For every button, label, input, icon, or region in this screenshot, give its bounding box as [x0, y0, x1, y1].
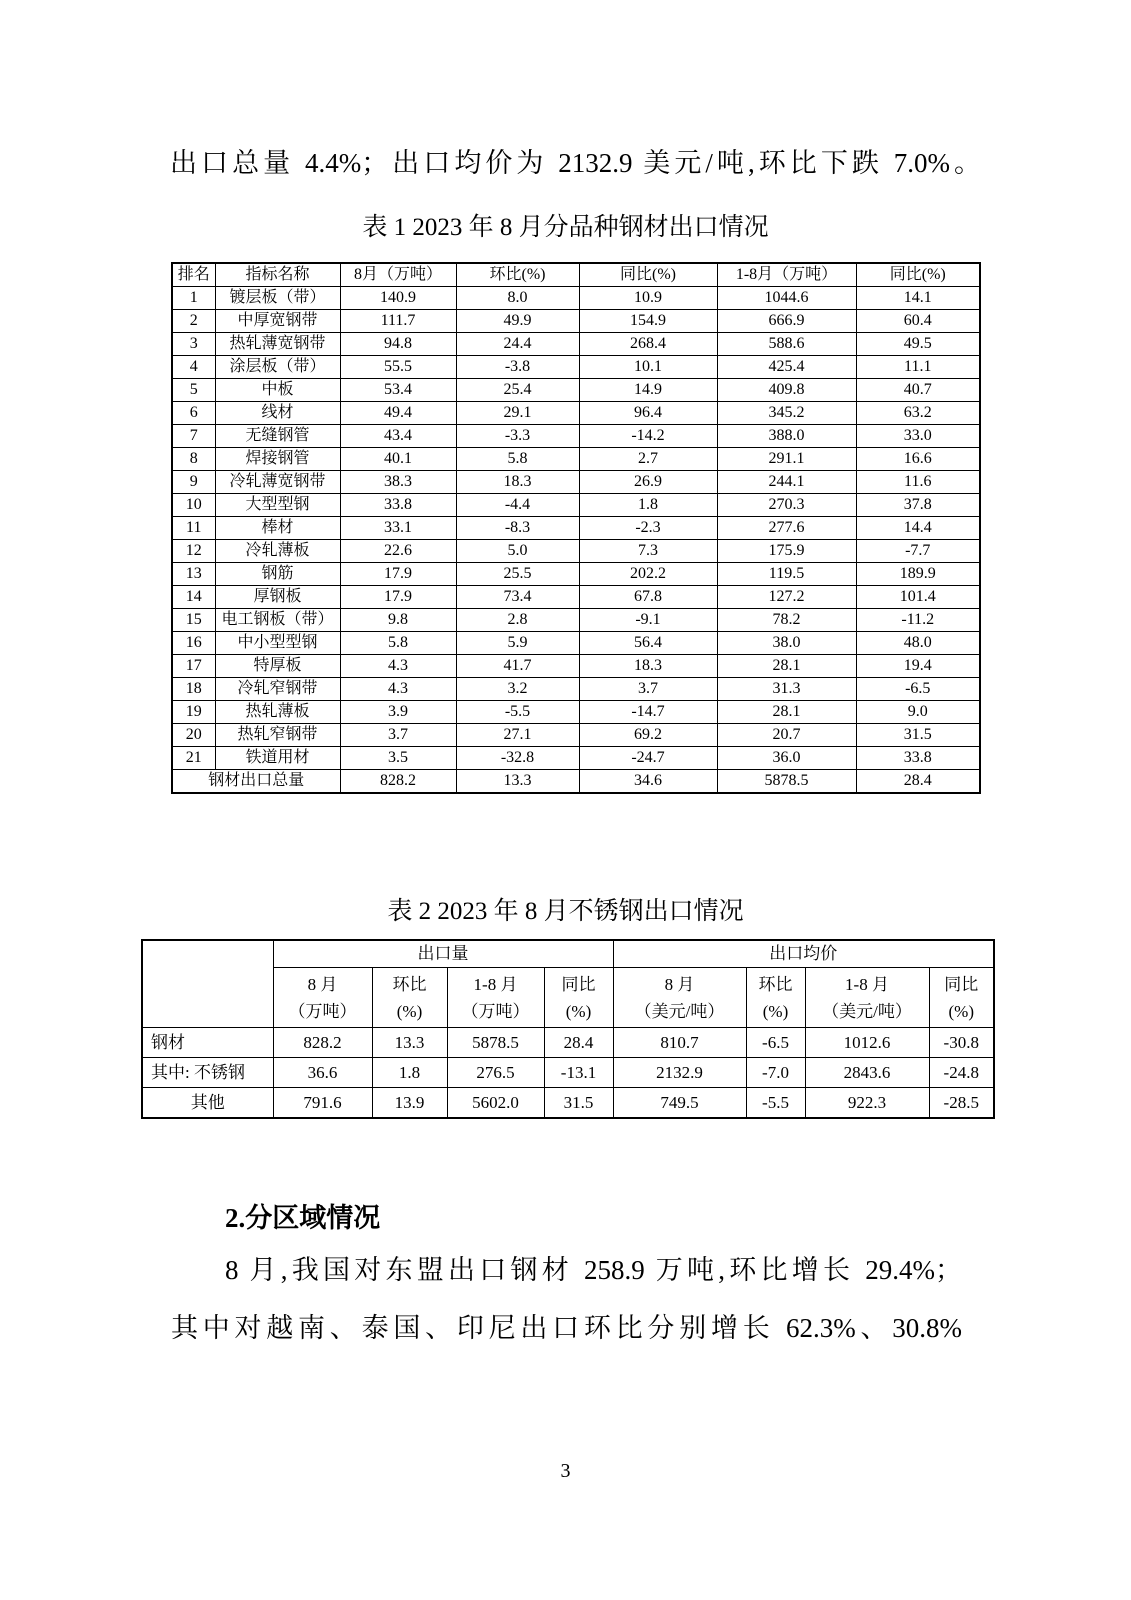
table1-value-cell: 25.4 [456, 379, 579, 402]
table1-total-label-cell: 钢材出口总量 [172, 770, 340, 794]
table2-value-cell: 2132.9 [613, 1058, 746, 1088]
table1-product-name-cell: 厚钢板 [215, 586, 340, 609]
table2-value-cell: 13.3 [372, 1028, 447, 1058]
table1-value-cell: 28.1 [717, 655, 856, 678]
table1-value-cell: 26.9 [579, 471, 717, 494]
table1-value-cell: 49.5 [856, 333, 980, 356]
table2-value-cell: 28.4 [544, 1028, 613, 1058]
table2-value-cell: -13.1 [544, 1058, 613, 1088]
table1-value-cell: 38.0 [717, 632, 856, 655]
table1-value-cell: 37.8 [856, 494, 980, 517]
table1-value-cell: 22.6 [340, 540, 456, 563]
table2-value-cell: 810.7 [613, 1028, 746, 1058]
table1-value-cell: 49.9 [456, 310, 579, 333]
table1-value-cell: 3.2 [456, 678, 579, 701]
table1-product-name-cell: 热轧薄板 [215, 701, 340, 724]
table2-row [142, 1058, 994, 1088]
table2-stainless-steel-exports [141, 939, 995, 1119]
paragraph-line-2: 其中对越南、泰国、印尼出口环比分别增长 62.3%、30.8% [171, 1313, 962, 1343]
table1-rank-cell: 17 [172, 655, 215, 678]
table2-value-cell: -30.8 [929, 1028, 994, 1058]
table2-value-cell: -28.5 [929, 1088, 994, 1119]
table1-value-cell: 48.0 [856, 632, 980, 655]
table2-sub-header-line1: 环比 [392, 974, 427, 994]
table1-value-cell: 2.8 [456, 609, 579, 632]
table1-value-cell: 63.2 [856, 402, 980, 425]
table1-value-cell: 7.3 [579, 540, 717, 563]
table1-value-cell: 268.4 [579, 333, 717, 356]
table1-header [172, 263, 980, 287]
table2-value-cell: 5602.0 [447, 1088, 544, 1119]
table2-row-label-cell: 其他 [142, 1088, 273, 1119]
table1-rank-cell: 21 [172, 747, 215, 770]
table1-value-cell: 119.5 [717, 563, 856, 586]
table1-value-cell: -8.3 [456, 517, 579, 540]
table1-value-cell: 40.7 [856, 379, 980, 402]
table2-value-cell: -5.5 [746, 1088, 805, 1119]
table1-value-cell: 5.9 [456, 632, 579, 655]
paragraph-line-1: 8 月,我国对东盟出口钢材 258.9 万吨,环比增长 29.4%； [225, 1255, 962, 1285]
table2-value-cell: 828.2 [273, 1028, 372, 1058]
table2-group-header: 出口量 [273, 940, 613, 968]
table1-value-cell: 36.0 [717, 747, 856, 770]
table1-column-header: 同比(%) [579, 263, 717, 287]
table1-value-cell: -4.4 [456, 494, 579, 517]
table1-value-cell: 17.9 [340, 586, 456, 609]
table1-rank-cell: 15 [172, 609, 215, 632]
table1-value-cell: -2.3 [579, 517, 717, 540]
table1-value-cell: 14.9 [579, 379, 717, 402]
table1-value-cell: 28.1 [717, 701, 856, 724]
table1-rank-cell: 14 [172, 586, 215, 609]
table2-value-cell: 1.8 [372, 1058, 447, 1088]
table1-rank-cell: 16 [172, 632, 215, 655]
table1-row [172, 356, 980, 379]
table1-rank-cell: 9 [172, 471, 215, 494]
table1-rank-cell: 10 [172, 494, 215, 517]
table2-row-label-cell: 其中: 不锈钢 [142, 1058, 273, 1088]
table2-sub-header [544, 968, 613, 1028]
table1-rank-cell: 12 [172, 540, 215, 563]
table1-column-header: 排名 [172, 263, 215, 287]
table2-sub-header [447, 968, 544, 1028]
table2-sub-header-line1: 8 月 [307, 974, 338, 994]
table1-value-cell: 2.7 [579, 448, 717, 471]
table1-rank-cell: 3 [172, 333, 215, 356]
table2-sub-header-line2: (%) [565, 1001, 592, 1021]
table1-product-name-cell: 特厚板 [215, 655, 340, 678]
table2-sub-header-line1: 同比 [944, 974, 979, 994]
table1-product-name-cell: 涂层板（带） [215, 356, 340, 379]
table2-sub-header [805, 968, 929, 1028]
table1-value-cell: 202.2 [579, 563, 717, 586]
table1-value-cell: 244.1 [717, 471, 856, 494]
table2-row [142, 1028, 994, 1058]
table1-value-cell: 31.3 [717, 678, 856, 701]
table1-rank-cell: 8 [172, 448, 215, 471]
table1-product-name-cell: 中厚宽钢带 [215, 310, 340, 333]
table2-sub-header-line1: 同比 [561, 974, 596, 994]
table1-rank-cell: 13 [172, 563, 215, 586]
table1-product-name-cell: 冷轧薄宽钢带 [215, 471, 340, 494]
table2-sub-header-line2: (%) [948, 1001, 974, 1021]
table1-value-cell: 101.4 [856, 586, 980, 609]
table1-value-cell: 38.3 [340, 471, 456, 494]
table1-row [172, 747, 980, 770]
table1-total-row [172, 770, 980, 794]
table1-value-cell: 5.8 [340, 632, 456, 655]
table2-title: 表 2 2023 年 8 月不锈钢出口情况 [387, 898, 744, 925]
table2-value-cell: 1012.6 [805, 1028, 929, 1058]
table1-rank-cell: 1 [172, 287, 215, 310]
table1-value-cell: 55.5 [340, 356, 456, 379]
table1-row [172, 586, 980, 609]
table1-header-row [172, 263, 980, 287]
table1-row [172, 494, 980, 517]
table1-value-cell: 291.1 [717, 448, 856, 471]
table1-row [172, 632, 980, 655]
table1-value-cell: 588.6 [717, 333, 856, 356]
table1-total-value-cell: 34.6 [579, 770, 717, 794]
table2-value-cell: 791.6 [273, 1088, 372, 1119]
table1-total-value-cell: 13.3 [456, 770, 579, 794]
table2-sub-header-line1: 环比 [758, 974, 793, 994]
table1-row [172, 448, 980, 471]
table1-value-cell: 14.4 [856, 517, 980, 540]
table1-rank-cell: 6 [172, 402, 215, 425]
table2-value-cell: 36.6 [273, 1058, 372, 1088]
table1-product-name-cell: 无缝钢管 [215, 425, 340, 448]
table1-value-cell: 3.7 [579, 678, 717, 701]
table2-sub-header-line1: 1-8 月 [473, 974, 518, 994]
table1-value-cell: 33.8 [340, 494, 456, 517]
table1-value-cell: 3.9 [340, 701, 456, 724]
table1-value-cell: 18.3 [456, 471, 579, 494]
table1-row [172, 609, 980, 632]
table1-rank-cell: 11 [172, 517, 215, 540]
table1-row [172, 563, 980, 586]
table2-row [142, 1088, 994, 1119]
table1-product-name-cell: 线材 [215, 402, 340, 425]
table1-row [172, 724, 980, 747]
table1-row [172, 701, 980, 724]
table2-value-cell: 13.9 [372, 1088, 447, 1119]
table2-sub-header-line2: （美元/吨） [822, 1001, 912, 1021]
table1-value-cell: 127.2 [717, 586, 856, 609]
table1-value-cell: -6.5 [856, 678, 980, 701]
table1-steel-exports-by-product [171, 262, 981, 794]
section-heading: 2.分区域情况 [225, 1203, 381, 1233]
table2-sub-header-line2: （万吨） [461, 1001, 530, 1021]
table1-value-cell: 1044.6 [717, 287, 856, 310]
table2-value-cell: -6.5 [746, 1028, 805, 1058]
table1-rank-cell: 19 [172, 701, 215, 724]
table1-product-name-cell: 冷轧薄板 [215, 540, 340, 563]
table1-value-cell: 19.4 [856, 655, 980, 678]
table1-column-header: 指标名称 [215, 263, 340, 287]
table1-total-value-cell: 28.4 [856, 770, 980, 794]
table1-value-cell: 24.4 [456, 333, 579, 356]
table1-product-name-cell: 中小型型钢 [215, 632, 340, 655]
table1-value-cell: 73.4 [456, 586, 579, 609]
table1-value-cell: 16.6 [856, 448, 980, 471]
table1-value-cell: 40.1 [340, 448, 456, 471]
table1-value-cell: -11.2 [856, 609, 980, 632]
table2-sub-header-line2: （万吨） [288, 1001, 357, 1021]
table2-sub-header-line2: (%) [396, 1001, 423, 1021]
table1-value-cell: 409.8 [717, 379, 856, 402]
table1-value-cell: 345.2 [717, 402, 856, 425]
table1-rank-cell: 5 [172, 379, 215, 402]
table1-product-name-cell: 铁道用材 [215, 747, 340, 770]
table1-value-cell: 31.5 [856, 724, 980, 747]
table1-rank-cell: 7 [172, 425, 215, 448]
table1-value-cell: 67.8 [579, 586, 717, 609]
table2-sub-header [273, 968, 372, 1028]
page-number: 3 [560, 1460, 571, 1482]
table1-value-cell: 154.9 [579, 310, 717, 333]
table1-value-cell: 94.8 [340, 333, 456, 356]
table1-value-cell: 11.1 [856, 356, 980, 379]
table1-row [172, 517, 980, 540]
table2-sub-header-line2: （美元/吨） [634, 1001, 725, 1021]
table1-product-name-cell: 热轧薄宽钢带 [215, 333, 340, 356]
table1-rank-cell: 2 [172, 310, 215, 333]
table1-value-cell: 53.4 [340, 379, 456, 402]
table1-value-cell: 27.1 [456, 724, 579, 747]
table1-row [172, 333, 980, 356]
table1-row [172, 287, 980, 310]
table1-value-cell: 5.8 [456, 448, 579, 471]
table1-value-cell: 29.1 [456, 402, 579, 425]
table1-body [172, 287, 980, 794]
table1-value-cell: 3.5 [340, 747, 456, 770]
table1-value-cell: 96.4 [579, 402, 717, 425]
table1-value-cell: -7.7 [856, 540, 980, 563]
table1-column-header: 1-8月（万吨） [717, 263, 856, 287]
table1-title: 表 1 2023 年 8 月分品种钢材出口情况 [362, 214, 769, 241]
table1-value-cell: 1.8 [579, 494, 717, 517]
table2-value-cell: 31.5 [544, 1088, 613, 1119]
table1-product-name-cell: 中板 [215, 379, 340, 402]
table1-value-cell: 33.1 [340, 517, 456, 540]
table2-value-cell: 749.5 [613, 1088, 746, 1119]
table1-value-cell: 11.6 [856, 471, 980, 494]
table1-value-cell: -14.7 [579, 701, 717, 724]
table1-row [172, 540, 980, 563]
table1-value-cell: 9.0 [856, 701, 980, 724]
table2-group-header: 出口均价 [613, 940, 994, 968]
table1-product-name-cell: 钢筋 [215, 563, 340, 586]
table2-value-cell: 5878.5 [447, 1028, 544, 1058]
table1-value-cell: 388.0 [717, 425, 856, 448]
table2-value-cell: 276.5 [447, 1058, 544, 1088]
table1-value-cell: 10.9 [579, 287, 717, 310]
table1-row [172, 379, 980, 402]
table1-product-name-cell: 棒材 [215, 517, 340, 540]
table2-sub-header [372, 968, 447, 1028]
table1-value-cell: 5.0 [456, 540, 579, 563]
table2-sub-header [746, 968, 805, 1028]
table1-product-name-cell: 焊接钢管 [215, 448, 340, 471]
table1-row [172, 471, 980, 494]
table1-value-cell: 33.0 [856, 425, 980, 448]
table1-row [172, 678, 980, 701]
table1-value-cell: 4.3 [340, 678, 456, 701]
table2-value-cell: -7.0 [746, 1058, 805, 1088]
table2-sub-header [613, 968, 746, 1028]
table1-value-cell: 8.0 [456, 287, 579, 310]
table1-value-cell: 25.5 [456, 563, 579, 586]
table1-value-cell: 9.8 [340, 609, 456, 632]
table1-total-value-cell: 5878.5 [717, 770, 856, 794]
table2-group-header-row [142, 940, 994, 968]
table1-value-cell: 111.7 [340, 310, 456, 333]
table1-value-cell: 33.8 [856, 747, 980, 770]
table1-rank-cell: 20 [172, 724, 215, 747]
table1-product-name-cell: 镀层板（带） [215, 287, 340, 310]
table1-value-cell: 20.7 [717, 724, 856, 747]
table1-value-cell: 666.9 [717, 310, 856, 333]
table1-column-header: 环比(%) [456, 263, 579, 287]
table1-row [172, 425, 980, 448]
table2-corner-cell [142, 940, 273, 1028]
table1-value-cell: 18.3 [579, 655, 717, 678]
table1-value-cell: 3.7 [340, 724, 456, 747]
intro-paragraph: 出口总量 4.4%；出口均价为 2132.9 美元/吨,环比下跌 7.0%。 [170, 148, 981, 178]
table1-row [172, 402, 980, 425]
table1-value-cell: 270.3 [717, 494, 856, 517]
table1-value-cell: 10.1 [579, 356, 717, 379]
table1-value-cell: 49.4 [340, 402, 456, 425]
table2-sub-header-line1: 8 月 [664, 974, 695, 994]
table2-sub-header [929, 968, 994, 1028]
table2-value-cell: 2843.6 [805, 1058, 929, 1088]
table1-column-header: 8月（万吨） [340, 263, 456, 287]
table1-value-cell: 277.6 [717, 517, 856, 540]
table1-value-cell: 4.3 [340, 655, 456, 678]
table1-value-cell: -9.1 [579, 609, 717, 632]
table2-body [142, 1028, 994, 1119]
table1-column-header: 同比(%) [856, 263, 980, 287]
table1-value-cell: 78.2 [717, 609, 856, 632]
table1-row [172, 310, 980, 333]
table1-value-cell: 60.4 [856, 310, 980, 333]
table1-value-cell: 69.2 [579, 724, 717, 747]
table2-header [142, 940, 994, 1028]
table1-value-cell: -3.3 [456, 425, 579, 448]
table1-value-cell: 175.9 [717, 540, 856, 563]
table1-value-cell: 425.4 [717, 356, 856, 379]
table1-value-cell: -32.8 [456, 747, 579, 770]
table1-value-cell: 41.7 [456, 655, 579, 678]
table2-value-cell: -24.8 [929, 1058, 994, 1088]
table1-value-cell: -5.5 [456, 701, 579, 724]
table1-product-name-cell: 冷轧窄钢带 [215, 678, 340, 701]
table2-sub-header-line1: 1-8 月 [845, 974, 889, 994]
table1-value-cell: 56.4 [579, 632, 717, 655]
table1-value-cell: -3.8 [456, 356, 579, 379]
table1-rank-cell: 4 [172, 356, 215, 379]
table2-value-cell: 922.3 [805, 1088, 929, 1119]
table1-value-cell: -24.7 [579, 747, 717, 770]
table1-value-cell: 140.9 [340, 287, 456, 310]
table1-total-value-cell: 828.2 [340, 770, 456, 794]
table1-rank-cell: 18 [172, 678, 215, 701]
table1-product-name-cell: 热轧窄钢带 [215, 724, 340, 747]
table1-value-cell: 43.4 [340, 425, 456, 448]
table1-value-cell: 189.9 [856, 563, 980, 586]
table1-row [172, 655, 980, 678]
table1-value-cell: 17.9 [340, 563, 456, 586]
table1-value-cell: -14.2 [579, 425, 717, 448]
table2-sub-header-line2: (%) [762, 1001, 789, 1021]
table2-row-label-cell: 钢材 [142, 1028, 273, 1058]
table1-value-cell: 14.1 [856, 287, 980, 310]
table1-product-name-cell: 电工钢板（带） [215, 609, 340, 632]
table1-product-name-cell: 大型型钢 [215, 494, 340, 517]
